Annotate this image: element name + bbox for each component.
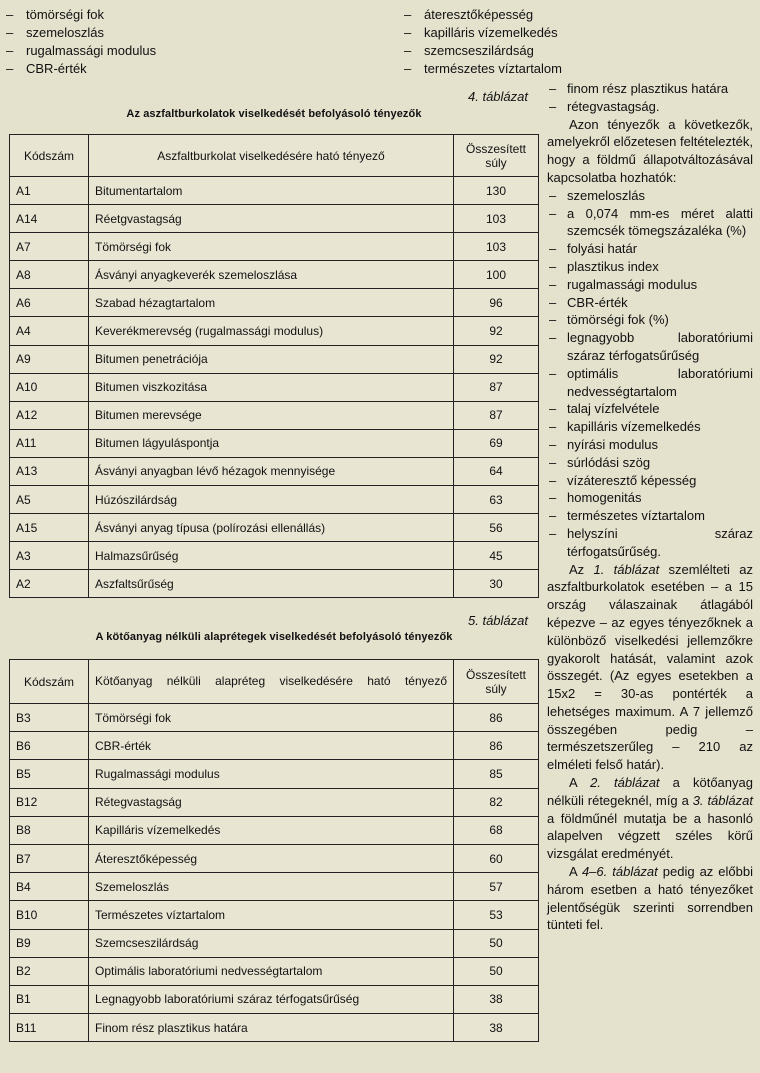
cell-code: A5 [10, 486, 89, 514]
cell-code: A13 [10, 457, 89, 485]
table-4-header-sum: Összesített súly [454, 135, 539, 177]
table-4-header-name: Aszfaltburkolat viselkedésére ható tényező [89, 135, 454, 177]
right-paragraph-1: Azon tényezők a következők, amelyekről előzetesen feltételezték, hogy a földmű állapotváltozásával kapcsolatba hozhatók: [547, 116, 753, 185]
cell-sum: 103 [454, 205, 539, 233]
table-row [10, 233, 539, 261]
cell-sum: 57 [454, 873, 539, 901]
list-item: – kapilláris vízemelkedés [398, 24, 698, 42]
table-row [10, 1014, 539, 1042]
table-row [10, 957, 539, 985]
cell-name: Bitumen lágyuláspontja [89, 429, 454, 457]
cell-name: Ásványi anyag típusa (polírozási ellenállás) [89, 514, 454, 542]
list-item: – áteresztőképesség [398, 6, 698, 24]
cell-name: Aszfaltsűrűség [89, 570, 454, 598]
cell-code: B7 [10, 844, 89, 872]
list-item: – súrlódási szög [547, 454, 753, 472]
table-row [10, 373, 539, 401]
list-item: – szemeloszlás [547, 187, 753, 205]
cell-code: A7 [10, 233, 89, 261]
cell-name: Bitumen viszkozitása [89, 373, 454, 401]
cell-code: A14 [10, 205, 89, 233]
cell-code: A4 [10, 317, 89, 345]
cell-sum: 92 [454, 345, 539, 373]
table-5 [9, 659, 539, 1042]
cell-code: B5 [10, 760, 89, 788]
list-item: – homogenitás [547, 489, 753, 507]
table-row [10, 704, 539, 732]
table-row [10, 788, 539, 816]
cell-code: A8 [10, 261, 89, 289]
cell-sum: 56 [454, 514, 539, 542]
table-row [10, 929, 539, 957]
cell-code: B1 [10, 985, 89, 1013]
cell-sum: 60 [454, 844, 539, 872]
cell-sum: 87 [454, 373, 539, 401]
cell-sum: 50 [454, 929, 539, 957]
cell-code: A6 [10, 289, 89, 317]
table-row [10, 289, 539, 317]
cell-sum: 45 [454, 542, 539, 570]
table-row [10, 205, 539, 233]
list-item: – plasztikus index [547, 258, 753, 276]
cell-code: A15 [10, 514, 89, 542]
cell-code: A2 [10, 570, 89, 598]
cell-name: Ásványi anyagban lévő hézagok mennyisége [89, 457, 454, 485]
cell-sum: 103 [454, 233, 539, 261]
cell-name: Ásványi anyagkeverék szemeloszlása [89, 261, 454, 289]
list-item: – rétegvastagság. [547, 98, 753, 116]
table-row [10, 345, 539, 373]
cell-name: Optimális laboratóriumi nedvességtartalom [89, 957, 454, 985]
cell-code: A11 [10, 429, 89, 457]
cell-sum: 50 [454, 957, 539, 985]
cell-code: B6 [10, 732, 89, 760]
table-5-header-name: Kötőanyag nélküli alapréteg viselkedésére ható tényező [89, 660, 454, 704]
cell-sum: 96 [454, 289, 539, 317]
cell-sum: 38 [454, 985, 539, 1013]
table-row [10, 873, 539, 901]
cell-name: CBR-érték [89, 732, 454, 760]
right-paragraph-3: A 2. táblázat a kötőanyag nélküli rétegeknél, míg a 3. táblázat a földműnél mutatja be a hasonló alapelven végzett széles körű vizsgálat eredményét. [547, 775, 753, 862]
cell-name: Finom rész plasztikus határa [89, 1014, 454, 1042]
cell-name: Szabad hézagtartalom [89, 289, 454, 317]
table-row [10, 985, 539, 1013]
list-item: – CBR-érték [547, 294, 753, 312]
cell-sum: 85 [454, 760, 539, 788]
cell-name: Bitumen penetrációja [89, 345, 454, 373]
table-row [10, 514, 539, 542]
list-item: – a 0,074 mm-es méret alatti szemcsék tömegszázaléka (%) [547, 205, 753, 241]
cell-code: A1 [10, 177, 89, 205]
table-row [10, 901, 539, 929]
cell-code: B2 [10, 957, 89, 985]
list-item: – talaj vízfelvétele [547, 400, 753, 418]
table-5-title: A kötőanyag nélküli alaprétegek viselkedését befolyásoló tényezők [95, 631, 453, 643]
cell-name: Kapilláris vízemelkedés [89, 816, 454, 844]
list-item: – szemeloszlás [0, 24, 290, 42]
table-row [10, 317, 539, 345]
cell-code: A9 [10, 345, 89, 373]
cell-name: Szemeloszlás [89, 873, 454, 901]
cell-sum: 92 [454, 317, 539, 345]
top-middle-list [398, 6, 698, 78]
cell-name: Bitumentartalom [89, 177, 454, 205]
table-5-header-code: Kódszám [10, 660, 89, 704]
cell-code: B12 [10, 788, 89, 816]
list-item: – legnagyobb laboratóriumi száraz térfogatsűrűség [547, 329, 753, 365]
cell-sum: 100 [454, 261, 539, 289]
cell-sum: 64 [454, 457, 539, 485]
right-list-1 [547, 80, 753, 116]
table-5-number: 5. táblázat [468, 613, 528, 628]
table-4 [9, 134, 539, 598]
cell-name: Rugalmassági modulus [89, 760, 454, 788]
list-item: – optimális laboratóriumi nedvességtartalom [547, 365, 753, 401]
list-item: – CBR-érték [0, 60, 290, 78]
table-row [10, 261, 539, 289]
table-row [10, 570, 539, 598]
cell-code: A3 [10, 542, 89, 570]
cell-code: A12 [10, 401, 89, 429]
list-item: – nyírási modulus [547, 436, 753, 454]
cell-name: Keverékmerevség (rugalmassági modulus) [89, 317, 454, 345]
list-item: – tömörségi fok (%) [547, 311, 753, 329]
cell-sum: 68 [454, 816, 539, 844]
cell-sum: 30 [454, 570, 539, 598]
table-4-number: 4. táblázat [468, 89, 528, 104]
cell-name: Tömörségi fok [89, 233, 454, 261]
list-item: – természetes víztartalom [398, 60, 698, 78]
list-item: – tömörségi fok [0, 6, 290, 24]
table-4-title: Az aszfaltburkolatok viselkedését befolyásoló tényezők [126, 108, 422, 120]
list-item: – vízáteresztő képesség [547, 472, 753, 490]
cell-code: A10 [10, 373, 89, 401]
top-left-list [0, 6, 290, 78]
cell-code: B10 [10, 901, 89, 929]
cell-code: B4 [10, 873, 89, 901]
table-row [10, 457, 539, 485]
cell-name: Természetes víztartalom [89, 901, 454, 929]
right-paragraph-2: Az 1. táblázat szemlélteti az aszfaltburkolatok esetében – a 15 ország válaszainak átlagából képezve – az egyes tényezőknek a különböző viselkedési jellemzőkre gyakorolt hatását, valamint azok összegét. (Az egyes esetekben a 15x2 = 30-as pontérték a lehetséges maximum. A 7 jellemző összegében pedig – természetszerűleg – 210 az elméleti felső határ). [547, 561, 753, 773]
cell-name: Legnagyobb laboratóriumi száraz térfogatsűrűség [89, 985, 454, 1013]
table-4-header-code: Kódszám [10, 135, 89, 177]
table-row [10, 429, 539, 457]
list-item: – kapilláris vízemelkedés [547, 418, 753, 436]
right-list-2 [547, 187, 753, 561]
cell-name: Húzószilárdság [89, 486, 454, 514]
cell-sum: 86 [454, 704, 539, 732]
cell-sum: 130 [454, 177, 539, 205]
table-row [10, 844, 539, 872]
table-row [10, 486, 539, 514]
table-row [10, 732, 539, 760]
list-item: – finom rész plasztikus határa [547, 80, 753, 98]
list-item: – folyási határ [547, 240, 753, 258]
right-paragraph-4: A 4–6. táblázat pedig az előbbi három esetben a ható tényezőket jelentőségük szerinti sorrendben tünteti fel. [547, 864, 753, 933]
list-item: – helyszíni száraz térfogatsűrűség. [547, 525, 753, 561]
cell-name: Réetgvastagság [89, 205, 454, 233]
list-item: – szemcseszilárdság [398, 42, 698, 60]
cell-name: Halmazsűrűség [89, 542, 454, 570]
cell-code: B11 [10, 1014, 89, 1042]
cell-name: Áteresztőképesség [89, 844, 454, 872]
list-item: – rugalmassági modulus [0, 42, 290, 60]
cell-code: B3 [10, 704, 89, 732]
cell-sum: 86 [454, 732, 539, 760]
list-item: – rugalmassági modulus [547, 276, 753, 294]
cell-name: Szemcseszilárdság [89, 929, 454, 957]
cell-code: B8 [10, 816, 89, 844]
table-row [10, 816, 539, 844]
cell-sum: 87 [454, 401, 539, 429]
cell-sum: 82 [454, 788, 539, 816]
table-row [10, 401, 539, 429]
table-row [10, 542, 539, 570]
table-5-header-sum: Összesített súly [454, 660, 539, 704]
table-row [10, 177, 539, 205]
cell-name: Tömörségi fok [89, 704, 454, 732]
table-row [10, 760, 539, 788]
cell-sum: 69 [454, 429, 539, 457]
cell-name: Bitumen merevsége [89, 401, 454, 429]
cell-sum: 38 [454, 1014, 539, 1042]
cell-sum: 53 [454, 901, 539, 929]
cell-code: B9 [10, 929, 89, 957]
list-item: – természetes víztartalom [547, 507, 753, 525]
cell-sum: 63 [454, 486, 539, 514]
right-text-column [547, 80, 753, 934]
cell-name: Rétegvastagság [89, 788, 454, 816]
